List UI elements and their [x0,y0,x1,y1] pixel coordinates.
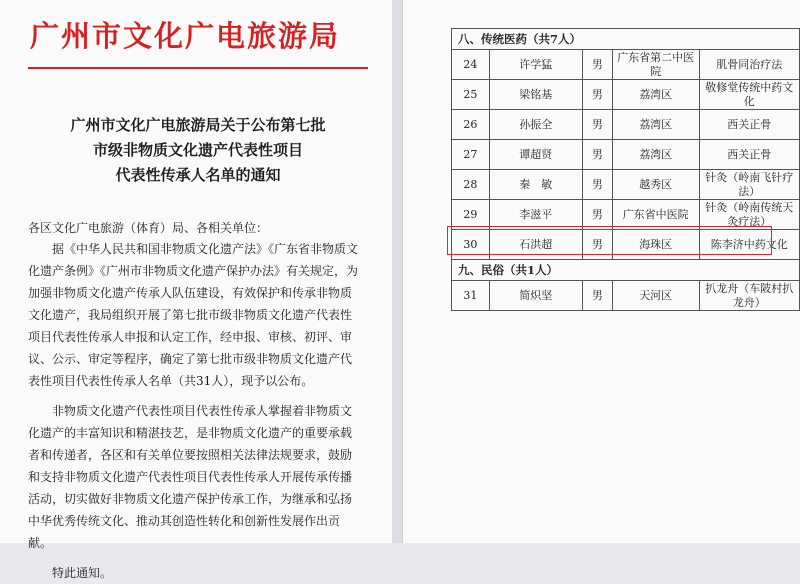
table-row [452,170,800,200]
inheritor-sex: 男 [582,140,612,170]
red-header-rule [28,67,368,69]
inheritor-sex: 男 [582,170,612,200]
inheritor-sex: 男 [582,200,612,230]
agency-header: 广州市文化广电旅游局 [30,19,341,53]
section-heading: 九、民俗（共1人） [452,260,800,281]
left-page [0,0,392,580]
inheritor-name: 石洪超 [489,230,582,260]
row-number: 24 [452,50,490,80]
reporting-unit: 荔湾区 [612,80,699,110]
salutation: 各区文化广电旅游（体育）局、各相关单位： [28,221,269,235]
row-number: 27 [452,140,490,170]
table-row [452,200,800,230]
inheritor-sex: 男 [582,281,612,311]
inheritor-name: 许学猛 [489,50,582,80]
table-row [452,110,800,140]
heritage-item: 肌骨同治疗法 [699,50,800,80]
table-section-heading [452,260,800,281]
heritage-item: 敬修堂传统中药文化 [699,80,800,110]
row-number: 28 [452,170,490,200]
inheritor-name: 孙振全 [489,110,582,140]
inheritor-sex: 男 [582,50,612,80]
heritage-item: 针灸（岭南飞针疗法） [699,170,800,200]
inheritor-table [451,28,800,311]
reporting-unit: 越秀区 [612,170,699,200]
notice-title [28,113,368,188]
notice-title-line: 广州市文化广电旅游局关于公布第七批 [70,116,326,134]
table-row [452,50,800,80]
reporting-unit: 荔湾区 [612,140,699,170]
notice-title-line: 代表性传承人名单的通知 [115,166,281,184]
row-highlight-box [447,226,772,255]
reporting-unit: 天河区 [612,281,699,311]
closing-line: 特此通知。 [52,566,113,580]
table-row [452,281,800,311]
heritage-item: 针灸（岭南传统天灸疗法） [699,200,800,230]
table-row [452,80,800,110]
row-number: 29 [452,200,490,230]
section-heading: 八、传统医药（共7人） [452,29,800,50]
reporting-unit: 荔湾区 [612,110,699,140]
page-gutter [392,0,402,543]
row-number: 26 [452,110,490,140]
inheritor-sex: 男 [582,110,612,140]
reporting-unit: 广东省中医院 [612,200,699,230]
row-number: 25 [452,80,490,110]
table-section-heading [452,29,800,50]
heritage-item: 西关正骨 [699,110,800,140]
heritage-item: 扒龙舟（车陂村扒龙舟） [699,281,800,311]
body-paragraph: 非物质文化遗产代表性项目代表性传承人掌握着非物质文化遗产的丰富知识和精湛技艺，是非物质文化遗产的重要承载者和传递者，各区和有关单位要按照相关法律法规要求，鼓励和支持非物质文化遗产代表性项目代表性传承人开展传承传播活动，切实做好非物质文化遗产保护传承工作，为继承和弘扬中华优秀传统文化、推动其创造性转化和创新性发展作出贡献。 [28,404,353,550]
table-row [452,140,800,170]
reporting-unit: 广东省第二中医院 [612,50,699,80]
inheritor-sex: 男 [582,80,612,110]
inheritor-name: 梁铭基 [489,80,582,110]
heritage-item: 陈李济中药文化 [699,230,800,260]
notice-title-line: 市级非物质文化遗产代表性项目 [92,141,303,159]
inheritor-name: 秦 敏 [489,170,582,200]
row-number: 30 [452,230,490,260]
inheritor-sex: 男 [582,230,612,260]
body-paragraph: 据《中华人民共和国非物质文化遗产法》《广东省非物质文化遗产条例》《广州市非物质文化遗产保护办法》有关规定，为加强非物质文化遗产传承人队伍建设，有效保护和传承非物质文化遗产，我局组织开展了第七批市级非物质文化遗产代表性项目代表性传承人申报和认定工作，经申报、审核、初评、审议、公示、审定等程序，确定了第七批市级非物质文化遗产代表性项目代表性传承人名单（共31人），现予以公布。 [28,242,359,388]
reporting-unit: 海珠区 [612,230,699,260]
inheritor-name: 李滋平 [489,200,582,230]
inheritor-name: 简炽坚 [489,281,582,311]
heritage-item: 西关正骨 [699,140,800,170]
inheritor-name: 谭超贤 [489,140,582,170]
row-number: 31 [452,281,490,311]
